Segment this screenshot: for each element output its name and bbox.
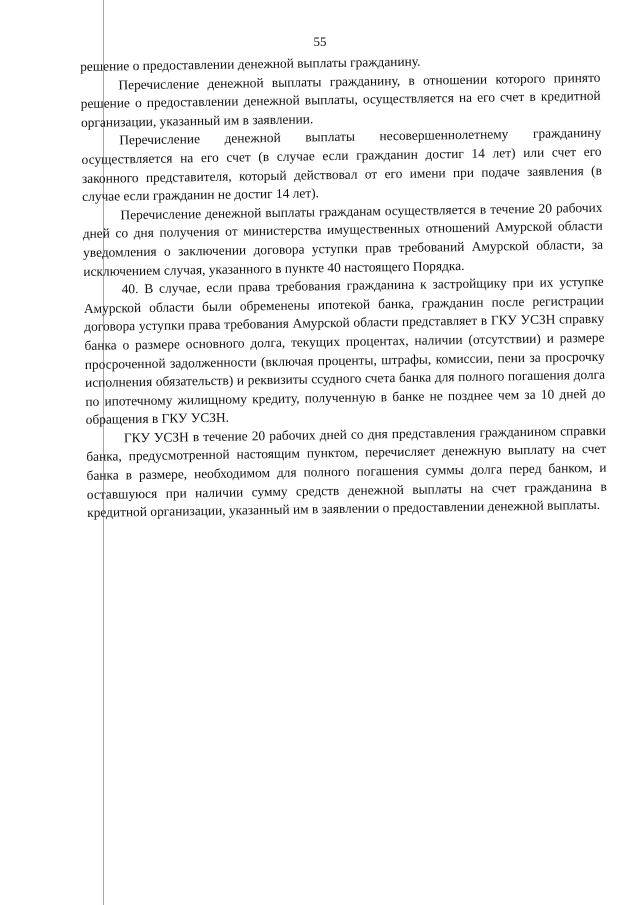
paragraph-4: Перечисление денежной выплаты гражданам осуществляется в течение 20 рабочих дней со дня получения от министерства имущественных отношений Амурской области уведомления о заключении договора уступки прав требований Амурской области, за исключением случая, указанного в пункте 40 настоящего Порядка. [82,199,604,279]
page-number: 55 [313,34,327,49]
paragraph-5-item-40: 40. В случае, если права требования гражданина к застройщику при их уступке Амурской области были обременены ипотекой банка, гражданин после регистрации договора уступки права требования Амурской области представляет в ГКУ УСЗН справку банка о размере основного долга, текущих процентах, наличии (отсутствии) и размере просроченной задолженности (включая проценты, штрафы, комиссии, пени за просрочку исполнения обязательств) и реквизиты ссудного счета банка для полного погашения долга по ипотечному жилищному кредиту, полученную в банке не позднее чем за 10 дней до обращения в ГКУ УСЗН. [83,273,606,428]
paragraph-6: ГКУ УСЗН в течение 20 рабочих дней со дня представления гражданином справки банка, предусмотренной настоящим пунктом, перечисляет денежную выплату на счет банка в размере, необходимом для полного погашения суммы долга перед банком, и оставшуюся при наличии сумму средств денежной выплаты на счет гражданина в кредитной организации, указанный им в заявлении о предоставлении денежной выплаты. [86,422,607,521]
paragraph-1: решение о предоставлении денежной выплаты гражданину. [80,53,421,74]
document-body [80,50,607,523]
paragraph-3: Перечисление денежной выплаты несовершеннолетнему гражданину осуществляется на его счет (в случае если гражданин достиг 14 лет) или счет его законного представителя, который действовал от его имени при подаче заявления (в случае если гражданин не достиг 14 лет). [81,125,602,205]
paragraph-2: Перечисление денежной выплаты гражданину, в отношении которого принято решение о предоставлении денежной выплаты, осуществляется на его счет в кредитной организации, указанный им в заявлении. [80,69,601,130]
